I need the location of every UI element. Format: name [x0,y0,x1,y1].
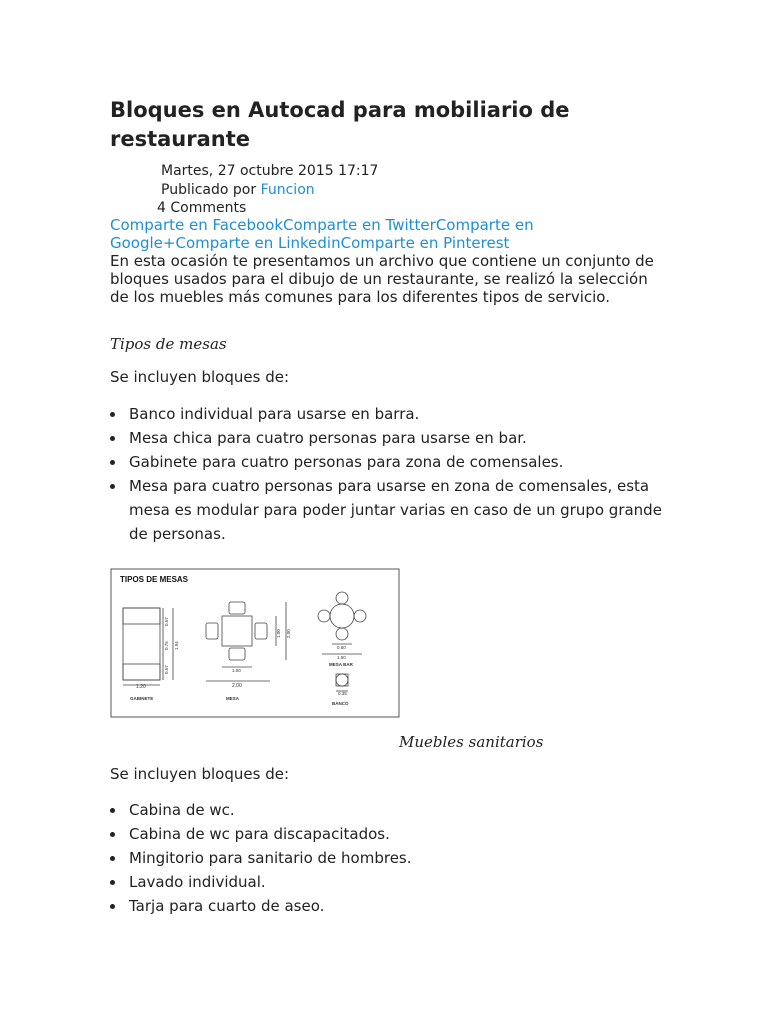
section-lead-mesas: Se incluyen bloques de: [110,368,290,386]
label-banco: BANCO [332,701,349,706]
publish-date: Martes, 27 octubre 2015 17:17 [161,163,379,179]
dim-mesa-v2: 2.00 [286,629,291,638]
section-lead-sanitarios: Se incluyen bloques de: [110,765,290,783]
published-by [161,181,315,199]
list-item: Banco individual para usarse en barra. [110,402,670,426]
dim-bar-total: 1.50 [337,655,346,660]
share-googleplus-link[interactable]: Comparte en Google+ [110,216,534,252]
dim-gab-h3: 0.57 [164,665,169,674]
mesas-list [110,402,670,546]
list-item: Lavado individual. [110,870,670,894]
list-item: Cabina de wc para discapacitados. [110,822,670,846]
list-item: Cabina de wc. [110,798,670,822]
dim-mesa-total: 2.00 [232,683,242,689]
dim-mesa-v1: 1.00 [276,629,281,638]
dim-mesa-inner: 1.00 [232,668,241,673]
share-facebook-link[interactable]: Comparte en Facebook [110,216,284,234]
list-item: Mesa para cuatro personas para usarse en zona de comensales, esta mesa es modular para poder juntar varias en caso de un grupo grande de personas. [110,474,670,546]
label-mesa: MESA [226,696,240,701]
label-mesa-bar: MESA BAR [329,662,353,667]
share-pinterest-link[interactable]: Comparte en Pinterest [340,234,510,252]
tipos-de-mesas-figure [110,546,400,718]
list-item: Mingitorio para sanitario de hombres. [110,846,670,870]
share-links [110,216,650,252]
section-heading-sanitarios: Muebles sanitarios [399,733,544,751]
intro-paragraph: En esta ocasión te presentamos un archivo que contiene un conjunto de bloques usados para el dibujo de un restaurante, se realizó la selección de los muebles más comunes para los diferentes tipos de servicio. [110,252,654,306]
sanitarios-list [110,798,670,918]
dim-bar-inner: 0.60 [337,645,346,650]
published-by-label: Publicado por [161,182,257,198]
share-twitter-link[interactable]: Comparte en Twitter [283,216,436,234]
dim-gab-h1: 0.57 [164,617,169,626]
label-gabinete: GABINETE [130,696,154,701]
comments-count[interactable]: 4 Comments [157,200,247,216]
share-linkedin-link[interactable]: Comparte en Linkedin [175,234,341,252]
section-heading-mesas: Tipos de mesas [110,335,227,353]
list-item: Tarja para cuarto de aseo. [110,894,670,918]
list-item: Gabinete para cuatro personas para zona de comensales. [110,450,670,474]
list-item: Mesa chica para cuatro personas para usarse en bar. [110,426,670,450]
figure-title: TIPOS DE MESAS [120,575,189,584]
dim-banco: 0.35 [338,691,347,696]
dim-gab-h2: 0.75 [164,641,169,650]
author-link[interactable]: Funcion [260,182,315,198]
article-title: Bloques en Autocad para mobiliario de restaurante [110,98,570,151]
dim-gabinete-width: 1.20 [136,684,146,690]
dim-gab-h4: 1.94 [174,641,179,650]
